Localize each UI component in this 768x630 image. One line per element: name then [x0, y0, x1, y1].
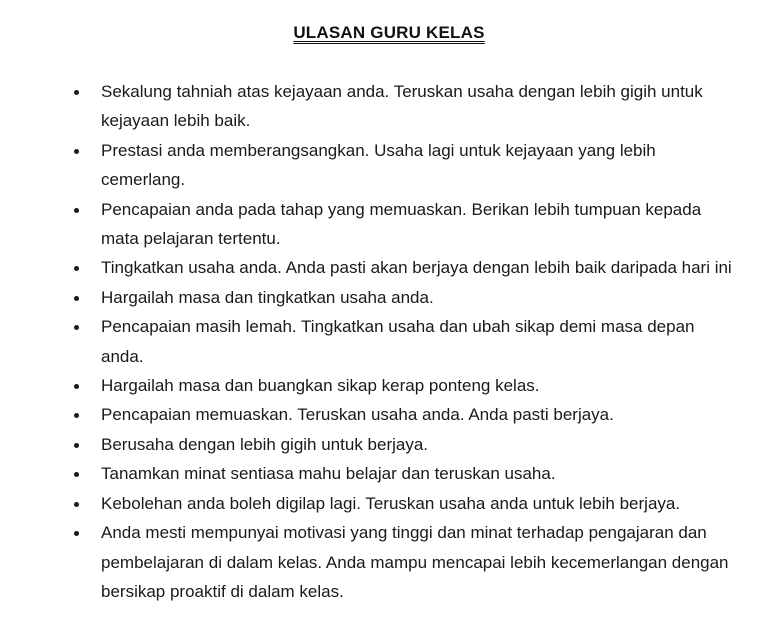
list-item [0, 136, 740, 195]
list-item [0, 312, 740, 371]
list-item-text: Pencapaian anda pada tahap yang memuaskan. Berikan lebih tumpuan kepada mata pelajaran tertentu. [101, 199, 702, 249]
list-item-text: Tanamkan minat sentiasa mahu belajar dan teruskan usaha. [101, 464, 556, 484]
bullet-icon [74, 531, 79, 536]
bullet-icon [74, 413, 79, 418]
list-item [0, 489, 740, 518]
list-item [0, 253, 740, 282]
bullet-icon [74, 325, 79, 330]
list-item-text: Berusaha dengan lebih gigih untuk berjaya. [101, 434, 429, 454]
bullet-icon [74, 296, 79, 301]
list-item-text: Kebolehan anda boleh digilap lagi. Teruskan usaha anda untuk lebih berjaya. [101, 493, 681, 513]
list-item [0, 459, 740, 488]
list-item-text: Hargailah masa dan buangkan sikap kerap ponteng kelas. [101, 376, 540, 396]
list-item-text: Pencapaian memuaskan. Teruskan usaha anda. Anda pasti berjaya. [101, 405, 614, 425]
bullet-icon [74, 502, 79, 507]
list-item [0, 77, 740, 136]
list-item-text: Tingkatkan usaha anda. Anda pasti akan berjaya dengan lebih baik daripada hari ini [101, 258, 732, 278]
bullet-icon [74, 266, 79, 271]
bullet-icon [74, 149, 79, 154]
list-item [0, 371, 740, 400]
list-item-text: Hargailah masa dan tingkatkan usaha anda. [101, 287, 434, 307]
bullet-icon [74, 208, 79, 213]
bullet-icon [74, 384, 79, 389]
comment-list [0, 77, 740, 606]
document-title [0, 23, 768, 43]
list-item [0, 430, 740, 459]
list-item [0, 195, 740, 254]
list-item-text: Anda mesti mempunyai motivasi yang tinggi dan minat terhadap pengajaran dan pembelajaran di dalam kelas. Anda mampu mencapai lebih kecemerlangan dengan bersikap proaktif di dalam kelas. [101, 523, 729, 601]
list-item-text: Sekalung tahniah atas kejayaan anda. Teruskan usaha dengan lebih gigih untuk kejayaan lebih baik. [101, 82, 703, 131]
bullet-icon [74, 90, 79, 95]
list-item [0, 283, 740, 312]
list-item-text: Pencapaian masih lemah. Tingkatkan usaha dan ubah sikap demi masa depan anda. [101, 317, 695, 366]
list-item-text: Prestasi anda memberangsangkan. Usaha lagi untuk kejayaan yang lebih cemerlang. [101, 140, 656, 190]
bullet-icon [74, 472, 79, 477]
title-text: ULASAN GURU KELAS [293, 23, 485, 42]
list-item [0, 518, 740, 606]
list-item [0, 400, 740, 429]
bullet-icon [74, 443, 79, 448]
